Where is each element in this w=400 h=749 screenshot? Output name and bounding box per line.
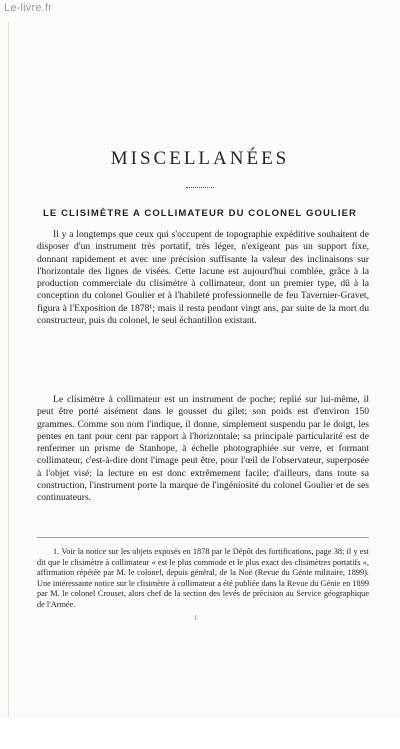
paragraph-text: Il y a longtemps que ceux qui s'occupent de topographie expéditive souhaitent de disposer d'un instrument très portatif, très léger, n'exigeant pas un support fixe, donnant rapidement et avec une précision suffisante la valeur des inclinaisons sur l'horizontale des lignes de visées. Cette lacune est aujourd'hui comblée, grâce à la production commerciale du clisimètre à collimateur, dont un premier type, dû à la conception du colonel Goulier et à l'habileté professionnelle de feu Tavernier-Gravet, figura à l'Exposition de 1878¹; mais il resta pendant vingt ans, par suite de la mort du constructeur, puis du colonel, le seul échantillon existant. (37, 229, 369, 327)
section-heading: MISCELLANÉES (110, 148, 290, 169)
body-paragraph-2 (37, 394, 369, 505)
heading-divider (186, 187, 214, 189)
watermark-text: Le-livre.fr (4, 2, 53, 14)
article-title: LE CLISIMÈTRE A COLLIMATEUR DU COLONEL GOULIER (43, 208, 357, 219)
footnote-text: 1. Voir la notice sur les objets exposés en 1878 par le Dépôt des fortifications, page 38; il y est dit que le clisimètre à collimateur « est le plus commode et le plus exact des clisimètres portatifs », affirmation répétée par M. le colonel, depuis général, de la Noë (Revue du Génie militaire, 1899). Une intéressante notice sur le clisimètre à collimateur a été publiée dans la Revue du Génie en 1899 par M. le colonel Crouset, alors chef de la section des levés de précision au Service géographique de l'Armée. (37, 547, 369, 609)
footnote (37, 547, 369, 611)
paragraph-text: Le clisimètre à collimateur est un instrument de poche; replié sur lui-même, il peut être porté aisément dans le gousset du gilet; son poids est d'environ 150 grammes. Comme son nom l'indique, il donne, simplement suspendu par le doigt, les pentes en tant pour cent par rapport à l'horizontale; sa principale particularité est de renfermer un prisme de Stanhope, à échelle photographiée sur verre, et formant collimateur, c'est-à-dire dont l'image peut être, pour l'œil de l'observateur, superposée à l'objet visé; la lecture en est donc extrêmement facile; d'ailleurs, dans toute sa construction, l'instrument porte la marque de l'ingéniosité du colonel Goulier et de ses continuateurs. (37, 394, 369, 504)
page-bottom-margin (0, 718, 400, 749)
page-mark: 1 (194, 614, 198, 622)
page-edge (8, 22, 391, 722)
footnote-divider (37, 537, 369, 538)
body-paragraph-1 (37, 229, 369, 327)
